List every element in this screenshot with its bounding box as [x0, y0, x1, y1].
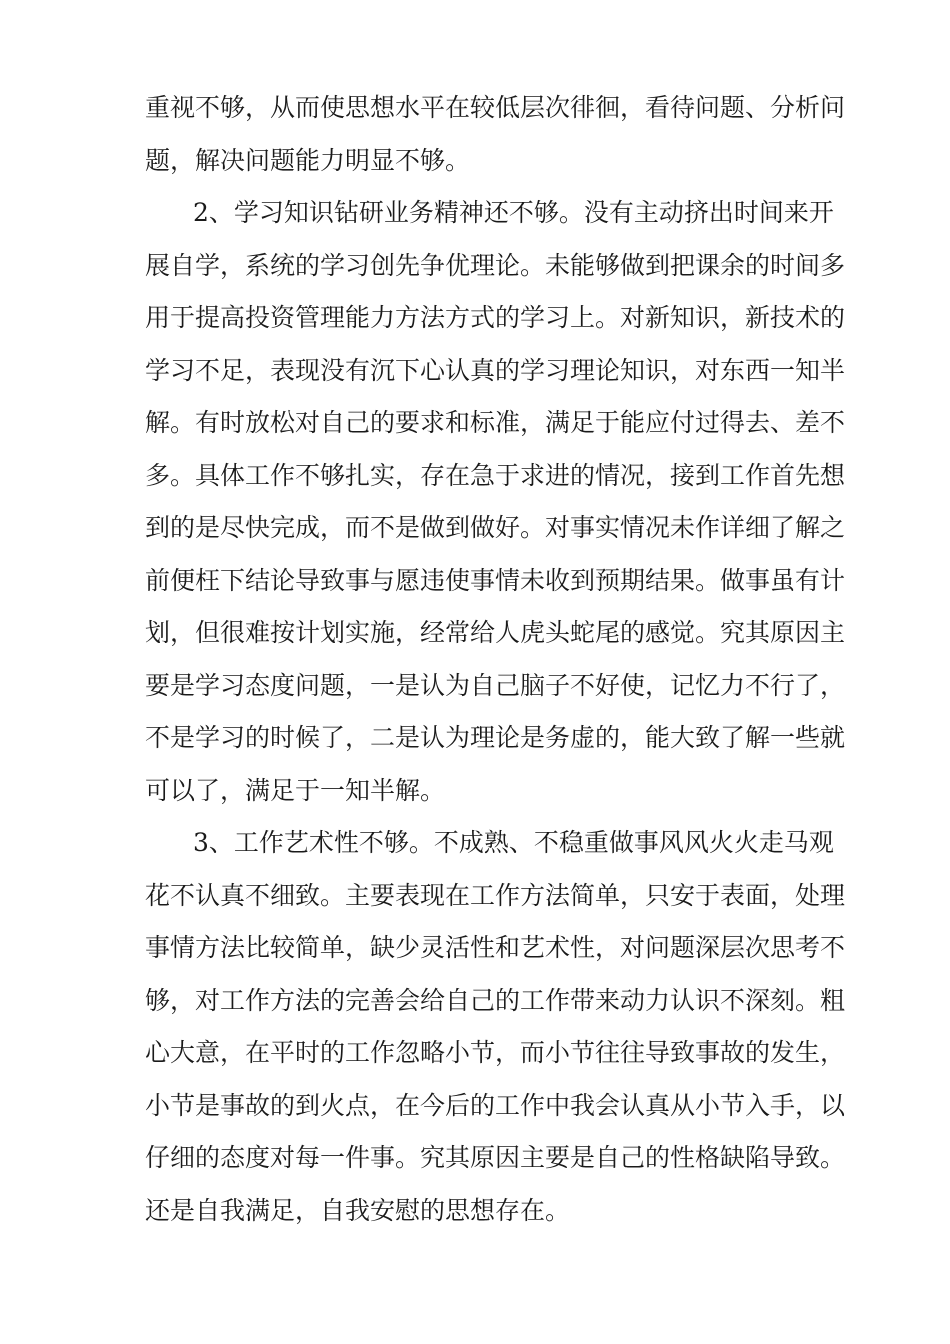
text-line: 仔细的态度对每一件事。究其原因主要是自己的性格缺陷导致。: [145, 1143, 846, 1172]
text-line: 到的是尽快完成，而不是做到做好。对事实情况未作详细了解之: [145, 513, 846, 542]
text-line: 还是自我满足，自我安慰的思想存在。: [145, 1196, 571, 1225]
text-line: 学习不足，表现没有沉下心认真的学习理论知识，对东西一知半: [145, 356, 846, 385]
text-line: 用于提高投资管理能力方法方式的学习上。对新知识，新技术的: [145, 303, 846, 332]
text-line: 题，解决问题能力明显不够。: [145, 146, 471, 175]
text-line: 可以了，满足于一知半解。: [145, 776, 446, 805]
text-line: 前便枉下结论导致事与愿违使事情未收到预期结果。做事虽有计: [145, 566, 846, 595]
paragraph-2-first-line: 2、学习知识钻研业务精神还不够。没有主动挤出时间来开: [193, 198, 834, 227]
paragraph-3-first-line: 3、工作艺术性不够。不成熟、不稳重做事风风火火走马观: [193, 828, 834, 857]
text-line: 不是学习的时候了，二是认为理论是务虚的，能大致了解一些就: [145, 723, 846, 752]
text-line: 展自学，系统的学习创先争优理论。未能够做到把课余的时间多: [145, 251, 846, 280]
text-line: 事情方法比较简单，缺少灵活性和艺术性，对问题深层次思考不: [145, 933, 846, 962]
text-line: 重视不够，从而使思想水平在较低层次徘徊，看待问题、分析问: [145, 93, 846, 122]
text-line: 划，但很难按计划实施，经常给人虎头蛇尾的感觉。究其原因主: [145, 618, 846, 647]
text-line: 心大意，在平时的工作忽略小节，而小节往往导致事故的发生，: [145, 1038, 846, 1067]
text-line: 小节是事故的到火点，在今后的工作中我会认真从小节入手，以: [145, 1091, 846, 1120]
text-line: 解。有时放松对自己的要求和标准，满足于能应付过得去、差不: [145, 408, 846, 437]
text-line: 够，对工作方法的完善会给自己的工作带来动力认识不深刻。粗: [145, 986, 846, 1015]
text-line: 要是学习态度问题，一是认为自己脑子不好使，记忆力不行了，: [145, 671, 846, 700]
text-line: 多。具体工作不够扎实，存在急于求进的情况，接到工作首先想: [145, 461, 846, 490]
text-line: 花不认真不细致。主要表现在工作方法简单，只安于表面，处理: [145, 881, 846, 910]
